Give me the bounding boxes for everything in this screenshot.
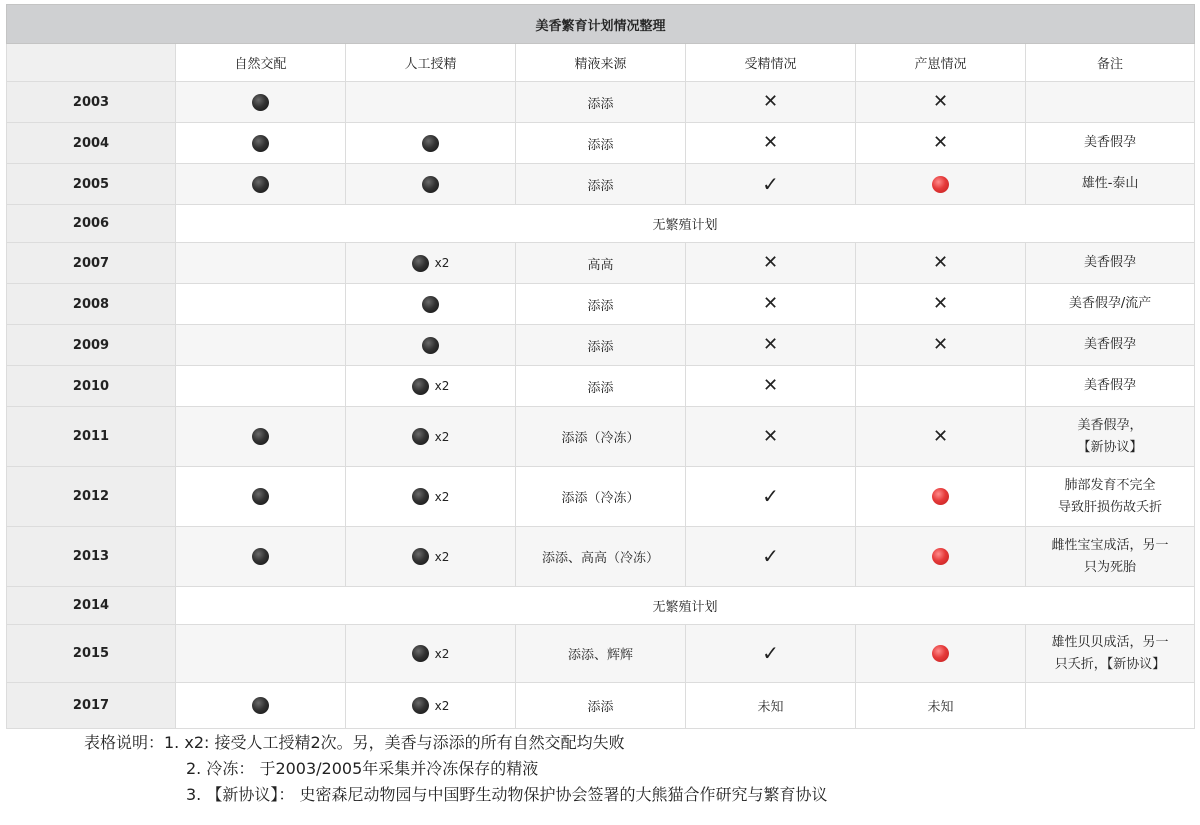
cell-birth [856,164,1026,205]
cell-note [1026,467,1195,527]
cell-fertilization: 未知 [686,683,856,729]
cell-natural [176,625,346,683]
fert-cross-icon: ✕ [762,375,779,396]
cell-source: 添添（冷冻） [516,407,686,467]
ai-black-dot-icon [412,548,429,565]
natural-black-dot-icon [252,94,269,111]
ai-black-dot-icon [422,135,439,152]
ai-black-dot-icon [422,337,439,354]
cell-natural [176,82,346,123]
birth-red-dot-icon [932,645,949,662]
note-text: 肺部发育不完全 导致肝损伤故夭折 [1058,477,1163,515]
ai-black-dot-icon [412,428,429,445]
row-year: 2007 [7,243,176,284]
cell-note [1026,82,1195,123]
cell-natural [176,123,346,164]
legend-line-2: 2. 冷冻： 于2003/2005年采集并冷冻保存的精液 [186,759,539,778]
cell-natural [176,243,346,284]
natural-black-dot-icon [252,428,269,445]
legend-line-3: 3. 【新协议】： 史密森尼动物园与中国野生动物保护协会签署的大熊猫合作研究与繁育协议 [186,785,828,804]
table-row [7,527,1195,587]
cell-note [1026,683,1195,729]
header-corner [7,44,176,82]
no-breeding-plan: 无繁殖计划 [176,587,1195,625]
cell-birth [856,527,1026,587]
ai-black-dot-icon [422,296,439,313]
cell-ai [346,164,516,205]
cell-note [1026,123,1195,164]
row-year: 2015 [7,625,176,683]
cell-note [1026,527,1195,587]
cell-source: 添添 [516,683,686,729]
birth-red-dot-icon [932,488,949,505]
table-row [7,82,1195,123]
cell-natural [176,284,346,325]
cell-ai [346,467,516,527]
breeding-table [6,4,1195,729]
fert-cross-icon: ✕ [762,425,779,447]
cell-source: 添添（冷冻） [516,467,686,527]
cell-ai [346,82,516,123]
note-text: 雌性宝宝成活，另一 只为死胎 [1051,537,1169,575]
ai-black-dot-icon [412,697,429,714]
row-year: 2014 [7,587,176,625]
cell-source: 添添 [516,164,686,205]
fert-cross-icon: ✕ [762,334,779,355]
cell-note [1026,407,1195,467]
ai-black-dot-icon [412,378,429,395]
fert-cross-icon: ✕ [762,132,779,153]
no-breeding-plan: 无繁殖计划 [176,205,1195,243]
cell-birth [856,625,1026,683]
cell-note [1026,243,1195,284]
natural-black-dot-icon [252,548,269,565]
row-year: 2012 [7,467,176,527]
cell-source: 添添 [516,325,686,366]
cell-source: 添添 [516,284,686,325]
cell-birth [856,123,1026,164]
row-year: 2004 [7,123,176,164]
row-year: 2005 [7,164,176,205]
cell-ai [346,407,516,467]
cell-fertilization [686,284,856,325]
note-text: 雄性-泰山 [1081,176,1139,191]
ai-black-dot-icon [412,645,429,662]
cell-birth [856,82,1026,123]
natural-black-dot-icon [252,697,269,714]
header-row [7,44,1195,82]
fert-cross-icon: ✕ [762,293,779,314]
header-note: 备注 [1026,44,1195,82]
ai-count: x2 [434,379,450,393]
table-row [7,164,1195,205]
birth-red-dot-icon [932,176,949,193]
cell-natural [176,407,346,467]
table-row [7,284,1195,325]
cell-birth [856,467,1026,527]
natural-black-dot-icon [252,135,269,152]
cell-ai [346,123,516,164]
cell-fertilization [686,164,856,205]
fert-cross-icon: ✕ [762,252,779,273]
header-source: 精液来源 [516,44,686,82]
natural-black-dot-icon [252,488,269,505]
cell-natural [176,683,346,729]
row-year: 2008 [7,284,176,325]
table-row [7,407,1195,467]
table-row [7,325,1195,366]
cell-note [1026,164,1195,205]
ai-count: x2 [434,646,450,661]
cell-note [1026,625,1195,683]
cell-birth [856,284,1026,325]
fert-check-icon: ✓ [762,484,779,508]
cell-ai [346,243,516,284]
cell-natural [176,164,346,205]
ai-count: x2 [434,256,450,270]
cell-fertilization [686,527,856,587]
cell-ai [346,527,516,587]
cell-ai [346,683,516,729]
fert-cross-icon: ✕ [762,91,779,112]
cell-source: 高高 [516,243,686,284]
ai-count: x2 [434,698,450,713]
ai-black-dot-icon [412,255,429,272]
cell-natural [176,325,346,366]
cell-fertilization [686,625,856,683]
cell-natural [176,467,346,527]
legend-line-1: 表格说明：1. x2: 接受人工授精2次。另，美香与添添的所有自然交配均失败 [84,733,625,752]
ai-black-dot-icon [412,488,429,505]
table-row [7,625,1195,683]
cell-source: 添添 [516,82,686,123]
cell-fertilization [686,123,856,164]
cell-source: 添添、辉辉 [516,625,686,683]
cell-fertilization [686,407,856,467]
table-row [7,123,1195,164]
birth-cross-icon: ✕ [932,252,949,273]
cell-fertilization [686,366,856,407]
note-text: 美香假孕/流产 [1068,296,1152,311]
cell-note [1026,325,1195,366]
table-row [7,205,1195,243]
birth-cross-icon: ✕ [932,334,949,355]
fert-check-icon: ✓ [762,171,779,196]
table-row [7,366,1195,407]
note-text: 雄性贝贝成活，另一 只夭折，【新协议】 [1051,634,1169,672]
row-year: 2013 [7,527,176,587]
birth-red-dot-icon [932,548,949,565]
table-row [7,243,1195,284]
fert-check-icon: ✓ [762,544,779,568]
cell-note [1026,284,1195,325]
natural-black-dot-icon [252,176,269,193]
cell-natural [176,366,346,407]
cell-birth: 未知 [856,683,1026,729]
cell-ai [346,325,516,366]
cell-birth [856,407,1026,467]
table-row [7,467,1195,527]
row-year: 2011 [7,407,176,467]
ai-black-dot-icon [422,176,439,193]
birth-cross-icon: ✕ [932,293,949,314]
ai-count: x2 [434,549,450,564]
birth-cross-icon: ✕ [932,91,949,112]
table-row [7,683,1195,729]
header-ai: 人工授精 [346,44,516,82]
header-natural: 自然交配 [176,44,346,82]
table-legend [84,730,827,808]
cell-fertilization [686,467,856,527]
cell-fertilization [686,243,856,284]
header-fertilization: 受精情况 [686,44,856,82]
cell-birth [856,366,1026,407]
table-title-row [7,5,1195,44]
ai-count: x2 [434,489,450,504]
cell-ai [346,625,516,683]
cell-fertilization [686,325,856,366]
note-text: 美香假孕 [1084,337,1137,352]
cell-birth [856,325,1026,366]
cell-fertilization [686,82,856,123]
fert-check-icon: ✓ [762,641,779,665]
row-year: 2017 [7,683,176,729]
table-row [7,587,1195,625]
cell-ai [346,366,516,407]
birth-cross-icon: ✕ [932,425,949,447]
birth-cross-icon: ✕ [932,132,949,153]
cell-note [1026,366,1195,407]
table-title: 美香繁育计划情况整理 [7,5,1195,44]
cell-ai [346,284,516,325]
cell-source: 添添、高高（冷冻） [516,527,686,587]
row-year: 2006 [7,205,176,243]
cell-birth [856,243,1026,284]
row-year: 2010 [7,366,176,407]
note-text: 美香假孕 [1084,378,1137,393]
ai-count: x2 [434,429,450,444]
row-year: 2009 [7,325,176,366]
cell-natural [176,527,346,587]
header-birth: 产崽情况 [856,44,1026,82]
row-year: 2003 [7,82,176,123]
cell-source: 添添 [516,366,686,407]
note-text: 美香假孕 [1084,255,1137,270]
note-text: 美香假孕 [1084,135,1137,150]
cell-source: 添添 [516,123,686,164]
note-text: 美香假孕， 【新协议】 [1077,417,1143,455]
